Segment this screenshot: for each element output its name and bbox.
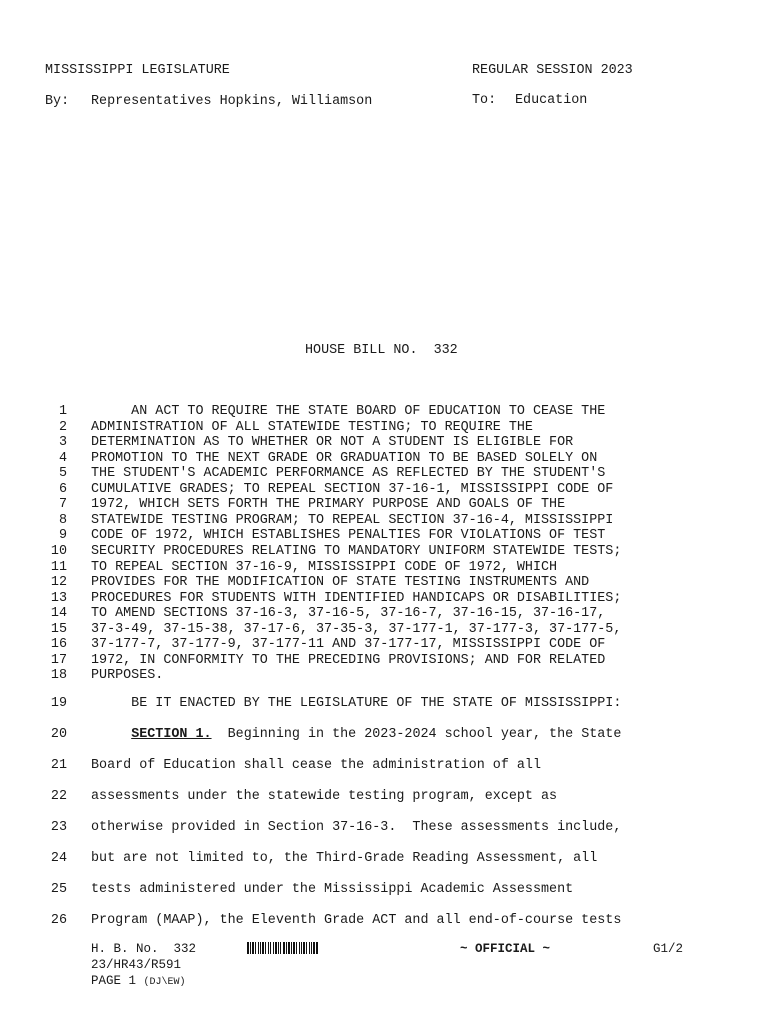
sponsors: Representatives Hopkins, Williamson: [91, 94, 373, 109]
enacting-clause: BE IT ENACTED BY THE LEGISLATURE OF THE STATE OF MISSISSIPPI:: [91, 696, 622, 711]
official-label: ~ OFFICIAL ~: [460, 942, 551, 956]
indent: [91, 727, 131, 742]
line-number: 25: [50, 881, 67, 897]
title-line: AN ACT TO REQUIRE THE STATE BOARD OF EDUCATION TO CEASE THE: [91, 404, 606, 419]
barcode: [247, 942, 355, 954]
barcode-bar: [318, 942, 319, 954]
body-line: Program (MAAP), the Eleventh Grade ACT and all end-of-course tests: [91, 912, 622, 928]
title-line: PROVIDES FOR THE MODIFICATION OF STATE TESTING INSTRUMENTS AND: [91, 575, 590, 590]
title-line: PURPOSES.: [91, 668, 164, 684]
body-line: but are not limited to, the Third-Grade Reading Assessment, all: [91, 850, 598, 866]
line-number: 1: [58, 404, 67, 419]
title-line: STATEWIDE TESTING PROGRAM; TO REPEAL SECTION 37-16-4, MISSISSIPPI: [91, 512, 614, 528]
title-line: SECURITY PROCEDURES RELATING TO MANDATORY UNIFORM STATEWIDE TESTS;: [91, 544, 622, 559]
section-heading: SECTION 1.: [131, 727, 212, 742]
line-number: 24: [50, 850, 67, 866]
page-number: PAGE 1: [91, 974, 137, 988]
title-line: 1972, WHICH SETS FORTH THE PRIMARY PURPOSE AND GOALS OF THE: [91, 497, 566, 513]
line-number: 11: [50, 559, 67, 575]
line-number: 17: [50, 652, 67, 668]
line-number: 15: [50, 621, 67, 637]
footer-bill-ref: H. B. No. 332: [91, 942, 197, 956]
line-number: 20: [50, 727, 67, 742]
title-line: 37-3-49, 37-15-38, 37-17-6, 37-35-3, 37-177-1, 37-177-3, 37-177-5,: [91, 621, 622, 637]
section-text: Beginning in the 2023-2024 school year, the State: [211, 727, 622, 742]
drafter-initials: (DJ\EW): [143, 977, 186, 988]
section-1-line: [91, 728, 621, 741]
line-number: 22: [50, 788, 67, 804]
title-line: TO AMEND SECTIONS 37-16-3, 37-16-5, 37-16-7, 37-16-15, 37-16-17,: [91, 606, 606, 622]
body-line: otherwise provided in Section 37-16-3. These assessments include,: [91, 819, 622, 835]
title-line: TO REPEAL SECTION 37-16-9, MISSISSIPPI CODE OF 1972, WHICH: [91, 559, 558, 575]
title-line: CUMULATIVE GRADES; TO REPEAL SECTION 37-16-1, MISSISSIPPI CODE OF: [91, 481, 614, 497]
title-line: 1972, IN CONFORMITY TO THE PRECEDING PROVISIONS; AND FOR RELATED: [91, 652, 606, 668]
title-line: DETERMINATION AS TO WHETHER OR NOT A STUDENT IS ELIGIBLE FOR: [91, 435, 574, 451]
line-number: 19: [50, 696, 67, 711]
title-line: 37-177-7, 37-177-9, 37-177-11 AND 37-177-17, MISSISSIPPI CODE OF: [91, 637, 606, 653]
committee: Education: [515, 93, 588, 108]
line-number: 13: [50, 590, 67, 606]
bill-title: HOUSE BILL NO. 332: [305, 343, 458, 358]
to-label: To:: [472, 93, 497, 108]
line-number: 18: [50, 668, 67, 684]
line-number: 7: [58, 497, 67, 513]
line-number: 12: [50, 575, 67, 590]
body-line: tests administered under the Mississippi Academic Assessment: [91, 881, 574, 897]
line-number: 3: [58, 435, 67, 451]
line-number: 21: [50, 758, 67, 773]
page-code: G1/2: [653, 942, 684, 956]
line-number: 4: [58, 450, 67, 466]
line-number: 23: [50, 819, 67, 835]
title-line: PROMOTION TO THE NEXT GRADE OR GRADUATION TO BE BASED SOLELY ON: [91, 450, 598, 466]
line-number: 5: [58, 466, 67, 482]
title-line: PROCEDURES FOR STUDENTS WITH IDENTIFIED HANDICAPS OR DISABILITIES;: [91, 590, 622, 606]
title-line: ADMINISTRATION OF ALL STATEWIDE TESTING; TO REQUIRE THE: [91, 419, 533, 435]
document-id: 23/HR43/R591: [91, 958, 182, 972]
line-number: 9: [58, 528, 67, 544]
legislature-name: MISSISSIPPI LEGISLATURE: [45, 63, 230, 78]
page-number-line: [91, 975, 186, 988]
title-line: THE STUDENT'S ACADEMIC PERFORMANCE AS REFLECTED BY THE STUDENT'S: [91, 466, 606, 482]
by-label: By:: [45, 94, 70, 109]
line-number: 8: [58, 512, 67, 528]
line-number: 26: [50, 912, 67, 928]
session-label: REGULAR SESSION 2023: [472, 63, 633, 78]
line-number: 14: [50, 606, 67, 622]
line-number: 6: [58, 481, 67, 497]
line-number: 16: [50, 637, 67, 653]
body-line: assessments under the statewide testing program, except as: [91, 788, 558, 804]
line-number: 2: [58, 419, 67, 435]
title-line: CODE OF 1972, WHICH ESTABLISHES PENALTIES FOR VIOLATIONS OF TEST: [91, 528, 606, 544]
body-line: Board of Education shall cease the administration of all: [91, 758, 541, 773]
line-number: 10: [50, 544, 67, 559]
